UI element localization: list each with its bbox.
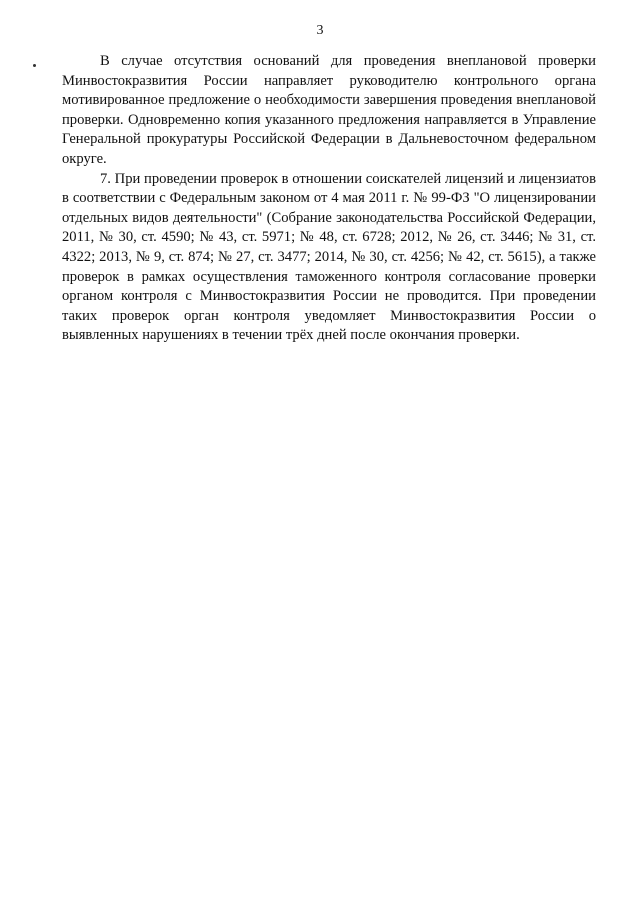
paragraph-item-7-licensing: 7. При проведении проверок в отношении соискателей лицензий и лицензиатов в соответствии с Федеральным законом от 4 мая 2011 г. № 99-ФЗ "О лицензировании отдельных видов деятельности" (Собрание законодательства Российской Федерации, 2011, № 30, ст. 4590; № 43, ст. 5971; № 48, ст. 6728; 2012, № 26, ст. 3446; № 31, ст. 4322; 2013, № 9, ст. 874; № 27, ст. 3477; 2014, № 30, ст. 4256; № 42, ст. 5615), а также проверок в рамках осуществления таможенного контроля согласование проверки органом контроля с Минвостокразвития России не проводится. При проведении таких проверок орган контроля уведомляет Минвостокразвития России о выявленных нарушениях в течении трёх дней после окончания проверки. bbox=[62, 170, 596, 344]
scan-speck bbox=[33, 64, 36, 67]
page-number: 3 bbox=[316, 23, 324, 38]
document-body bbox=[62, 52, 596, 346]
paragraph-unscheduled-inspection: В случае отсутствия оснований для проведения внеплановой проверки Минвостокразвития России направляет руководителю контрольного органа мотивированное предложение о необходимости завершения проведения внеплановой проверки. Одновременно копия указанного предложения направляется в Управление Генеральной прокуратуры Российской Федерации в Дальневосточном федеральном округе. bbox=[62, 53, 596, 167]
